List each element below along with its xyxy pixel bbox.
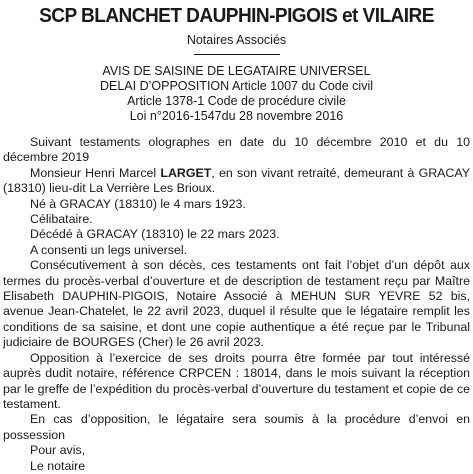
notice-body bbox=[3, 135, 470, 474]
paragraph-opposition: Opposition à l’exercice de ses droits pourra être formée par tout intéressé auprès dudit notaire, référence CRPCEN : 18014, dans le mois suivant la réception par le greffe de l’expédition du procès-verbal d’ouverture du testament et copie de ce testament. bbox=[3, 350, 470, 411]
notice-title-line: DELAI D’OPPOSITION Article 1007 du Code civil bbox=[99, 79, 374, 93]
deceased-address: , en son vivant retraité, demeurant à GRACAY (18310) lieu-dit La Verrière Les Brioux. bbox=[3, 165, 470, 196]
notice-title-line: AVIS DE SAISINE DE LEGATAIRE UNIVERSEL bbox=[102, 64, 371, 78]
divider-line bbox=[194, 54, 280, 55]
deceased-surname: LARGET bbox=[160, 165, 212, 180]
paragraph-possession: En cas d’opposition, le légataire sera soumis à la procédure d’envoi en possession bbox=[3, 412, 470, 442]
notice-title-line: Article 1378-1 Code de procédure civile bbox=[127, 94, 346, 108]
paragraph-deceased bbox=[3, 166, 470, 197]
paragraph-deposit: Consécutivement à son décès, ces testaments ont fait l’objet d’un dépôt aux termes du procès-verbal d’ouverture et de description de testament reçu par Maître Elisabeth DAUPHIN-PIGOIS, Notaire Associé à MEHUN SUR YEVRE 52 bis, avenue Jean-Chatelet, le 22 avril 2023, duquel il résulte que le légataire remplit les conditions de sa saisine, et dont une copie authentique a été reçue par le Tribunal judiciaire de BOURGES (Cher) le 26 avril 2023. bbox=[3, 258, 470, 350]
paragraph-marital-status: Célibataire. bbox=[30, 212, 93, 227]
paragraph-legacy: A consenti un legs universel. bbox=[30, 242, 188, 257]
paragraph-signature: Le notaire bbox=[30, 458, 86, 473]
firm-subtitle: Notaires Associés bbox=[186, 33, 287, 47]
paragraph-death: Décédé à GRACAY (18310) le 22 mars 2023. bbox=[30, 227, 280, 242]
notice-title-line: Loi n°2016-1547du 28 novembre 2016 bbox=[129, 109, 344, 123]
paragraph-testaments: Suivant testaments olographes en date du 10 décembre 2010 et du 10 décembre 2019 bbox=[3, 135, 470, 165]
notice-title bbox=[3, 64, 470, 124]
deceased-name-prefix: Monsieur Henri Marcel bbox=[30, 165, 161, 180]
paragraph-pour-avis: Pour avis, bbox=[30, 443, 86, 458]
firm-name: SCP BLANCHET DAUPHIN-PIGOIS et VILAIRE bbox=[39, 4, 434, 27]
paragraph-birth: Né à GRACAY (18310) le 4 mars 1923. bbox=[30, 196, 246, 211]
